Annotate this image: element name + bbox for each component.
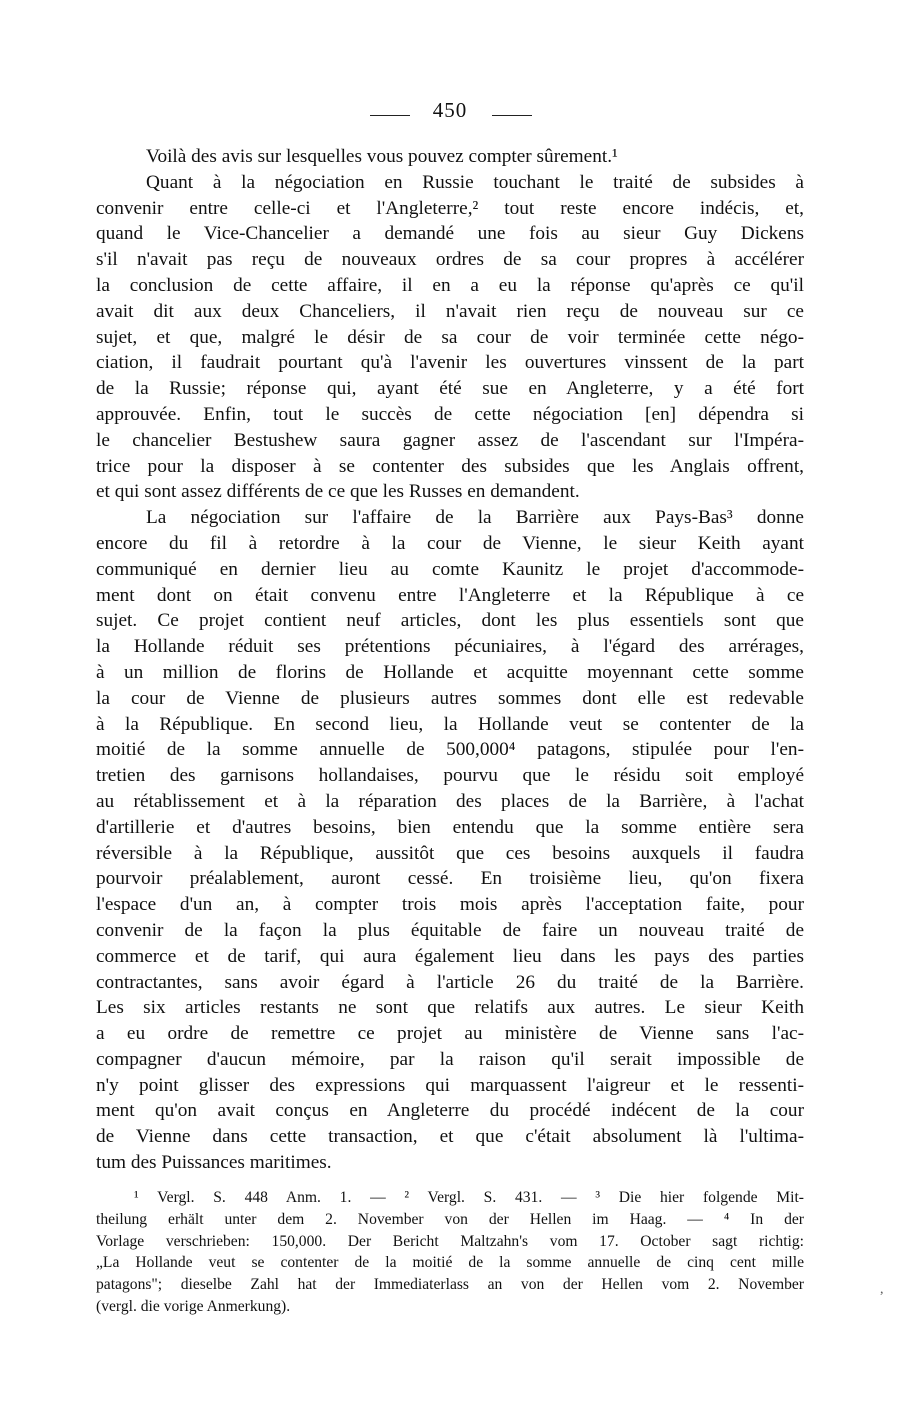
text-line: convenir entre celle-ci et l'Angleterre,² tout reste encore indécis, et, (96, 197, 804, 219)
header-dash-left (370, 115, 410, 116)
text-line: à la République. En second lieu, la Hollande veut se contenter de la (96, 713, 804, 735)
stray-pen-mark: , (880, 1282, 884, 1297)
text-line: sujet. Ce projet contient neuf articles, dont les plus essentiels sont que (96, 610, 804, 632)
text-line: convenir de la façon la plus équitable de faire un nouveau traité de (96, 919, 804, 941)
text-line: ment qu'on avait conçus en Angleterre du procédé indécent de la cour (96, 1100, 804, 1122)
text-line: moitié de la somme annuelle de 500,000⁴ patagons, stipulée pour l'en- (96, 739, 804, 761)
page-number: 450 (432, 98, 468, 122)
text-line: avait dit aux deux Chanceliers, il n'avait rien reçu de nouveau sur ce (96, 300, 804, 322)
text-line: trice pour la disposer à se contenter des subsides que les Anglais offrent, (96, 455, 804, 477)
text-line: compagner d'aucun mémoire, par la raison qu'il serait impossible de (96, 1048, 804, 1070)
footnote-line: (vergl. die vorige Anmerkung). (96, 1297, 291, 1315)
text-line: ment dont on était convenu entre l'Angleterre et la République à ce (96, 584, 804, 606)
text-line: l'espace d'un an, à compter trois mois après l'acceptation faite, pour (96, 894, 804, 916)
footnote-line: theilung erhält unter dem 2. November von der Hellen im Haag. — ⁴ In der (96, 1210, 804, 1228)
text-line: la conclusion de cette affaire, il en a eu la réponse qu'après ce qu'il (96, 274, 804, 296)
footnotes (96, 1187, 804, 1318)
footnote-line: „La Hollande veut se contenter de la moitié de la somme annuelle de cinq cent mille (96, 1254, 804, 1272)
footnote-line: patagons"; dieselbe Zahl hat der Immediaterlass an von der Hellen vom 2. November (96, 1276, 804, 1294)
text-line: communiqué en dernier lieu au comte Kaunitz le projet d'accommode- (96, 558, 804, 580)
text-line: quand le Vice-Chancelier a demandé une fois au sieur Guy Dickens (96, 223, 804, 245)
text-line: de la Russie; réponse qui, ayant été sue en Angleterre, y a été fort (96, 378, 804, 400)
text-line: s'il n'avait pas reçu de nouveaux ordres de sa cour propres à accélérer (96, 249, 804, 271)
text-line: contractantes, sans avoir égard à l'article 26 du traité de la Barrière. (96, 971, 804, 993)
text-line: Quant à la négociation en Russie touchant le traité de subsides à (146, 171, 804, 193)
text-line: n'y point glisser des expressions qui marquassent l'aigreur et le ressenti- (96, 1074, 804, 1096)
text-line: approuvée. Enfin, tout le succès de cette négociation [en] dépendra si (96, 403, 804, 425)
text-line: d'artillerie et d'autres besoins, bien entendu que la somme entière sera (96, 816, 804, 838)
text-line: réversible à la République, aussitôt que ces besoins auxquels il faudra (96, 842, 804, 864)
footnote-line: ¹ Vergl. S. 448 Anm. 1. — ² Vergl. S. 431. — ³ Die hier folgende Mit- (134, 1189, 804, 1206)
footnote-line: Vorlage verschrieben: 150,000. Der Bericht Maltzahn's vom 17. October sagt richtig: (96, 1232, 804, 1250)
text-line: la cour de Vienne de plusieurs autres sommes dont elle est redevable (96, 687, 804, 709)
text-line: commerce et de tarif, qui aura également lieu dans les pays des parties (96, 945, 804, 967)
text-line: au rétablissement et à la réparation des places de la Barrière, à l'achat (96, 790, 804, 812)
text-line: le chancelier Bestushew saura gagner assez de l'ascendant sur l'Impéra- (96, 429, 804, 451)
text-line: à un million de florins de Hollande et acquitte moyennant cette somme (96, 661, 804, 683)
text-line: ciation, il faudrait pourtant qu'à l'avenir les ouvertures vinssent de la part (96, 352, 804, 374)
text-line: de Vienne dans cette transaction, et que c'était absolument là l'ultima- (96, 1126, 804, 1148)
text-line: Les six articles restants ne sont que relatifs aux autres. Le sieur Keith (96, 997, 804, 1019)
text-line: sujet, et que, malgré le désir de sa cour de voir terminée cette négo- (96, 326, 804, 348)
text-line: encore du fil à retordre à la cour de Vienne, le sieur Keith ayant (96, 532, 804, 554)
text-line: la Hollande réduit ses prétentions pécuniaires, à l'égard des arrérages, (96, 636, 804, 658)
text-line: a eu ordre de remettre ce projet au ministère de Vienne sans l'ac- (96, 1023, 804, 1045)
page-header (0, 96, 900, 136)
header-dash-right (492, 115, 532, 116)
text-line: tretien des garnisons hollandaises, pourvu que le résidu soit employé (96, 765, 804, 787)
text-line: pourvoir préalablement, auront cessé. En troisième lieu, qu'on fixera (96, 868, 804, 890)
text-line: La négociation sur l'affaire de la Barrière aux Pays-Bas³ donne (146, 507, 804, 529)
text-line: Voilà des avis sur lesquelles vous pouvez compter sûrement.¹ (146, 146, 618, 167)
text-line: et qui sont assez différents de ce que les Russes en demandent. (96, 481, 580, 503)
text-line: tum des Puissances maritimes. (96, 1152, 332, 1174)
main-text (96, 144, 804, 1176)
